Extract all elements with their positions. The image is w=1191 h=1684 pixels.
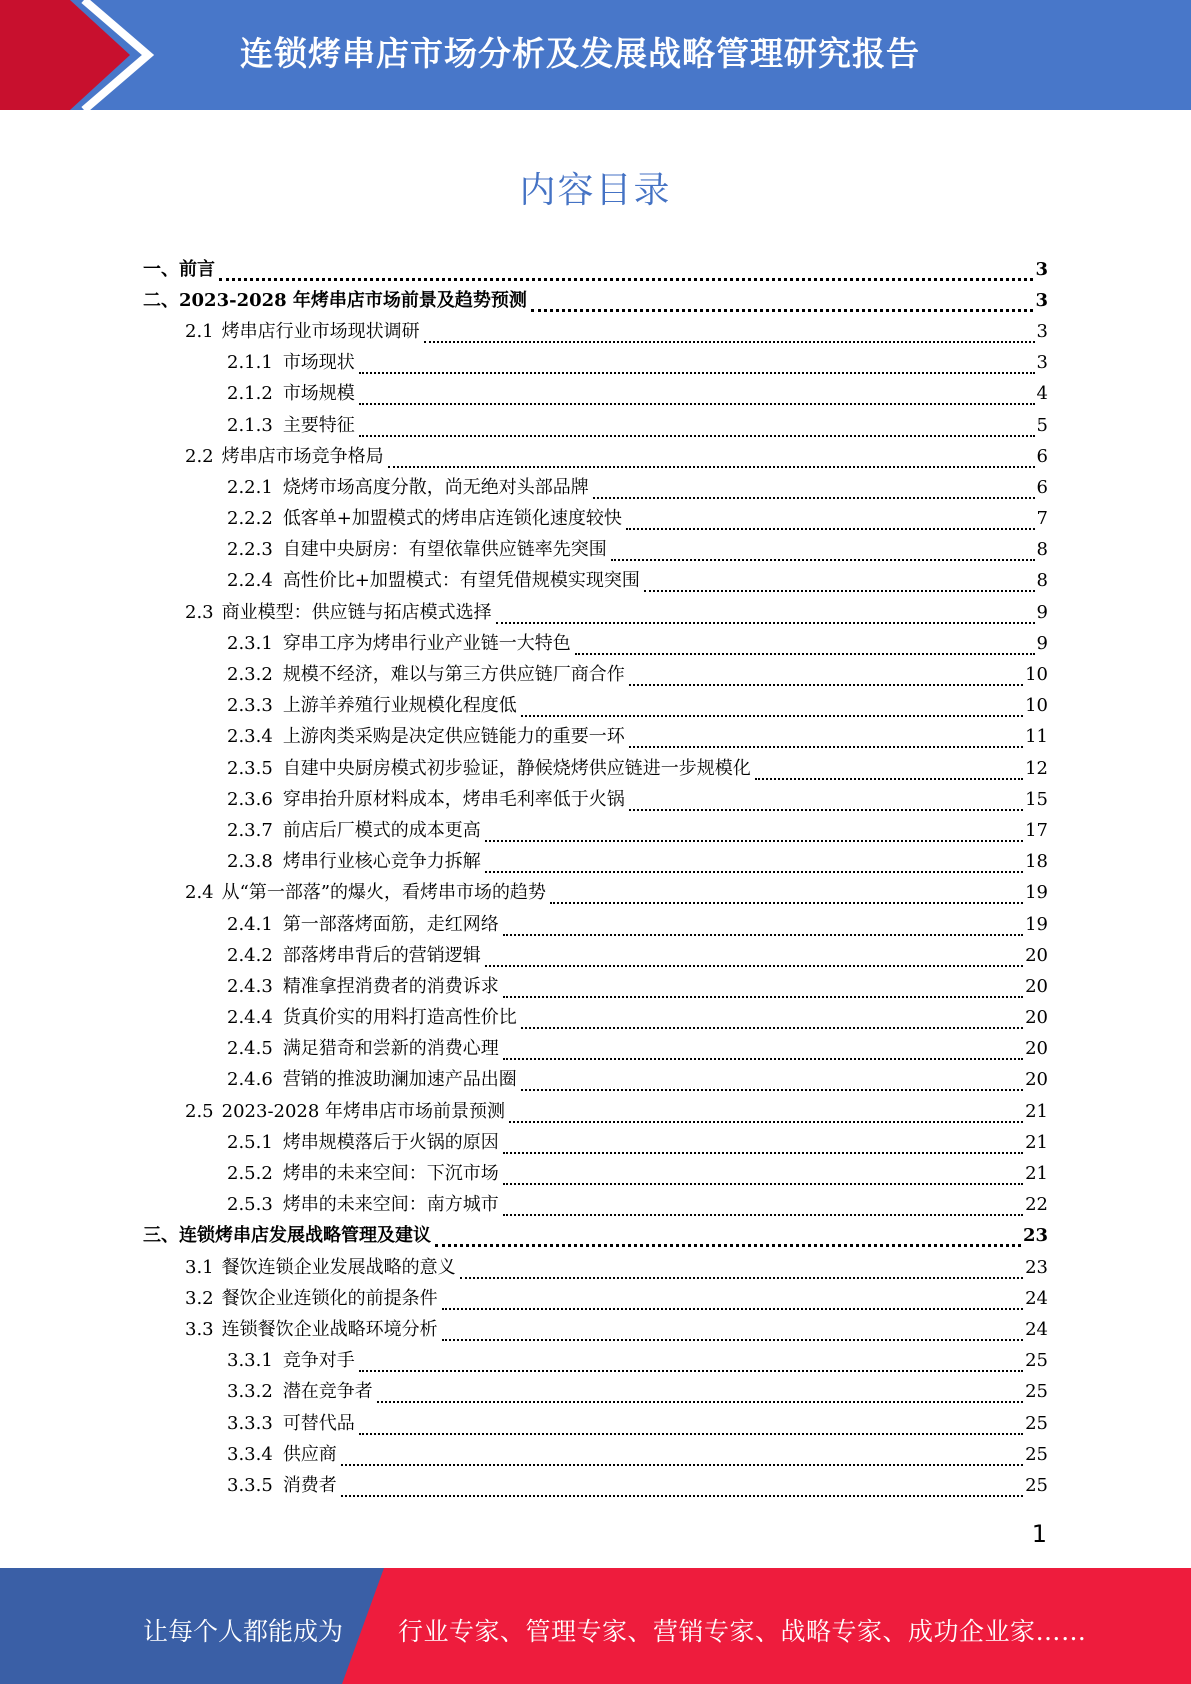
toc-entry-number: 3.3.4 bbox=[227, 1443, 273, 1465]
toc-entry-number: 2.3.6 bbox=[227, 788, 273, 810]
toc-entry[interactable] bbox=[143, 597, 1048, 628]
toc-entry-number: 2.3.3 bbox=[227, 695, 273, 717]
toc-dot-leader bbox=[424, 329, 1035, 343]
toc-entry-number: 2.4.3 bbox=[227, 975, 273, 997]
toc-entry-page: 9 bbox=[1036, 632, 1048, 654]
toc-entry-number: 2.4.4 bbox=[227, 1007, 273, 1029]
toc-dot-leader bbox=[503, 984, 1023, 998]
toc-entry-number: 2.4 bbox=[185, 882, 214, 904]
toc-entry-title: 部落烤串背后的营销逻辑 bbox=[282, 944, 481, 966]
toc-entry-number: 2.5.2 bbox=[227, 1163, 273, 1185]
toc-dot-leader bbox=[341, 1483, 1023, 1497]
toc-entry[interactable] bbox=[143, 1439, 1048, 1470]
footer-slogan-right: 行业专家、管理专家、营销专家、战略专家、成功企业家…… bbox=[398, 1617, 1087, 1646]
toc-entry-number: 2.1.3 bbox=[227, 414, 273, 436]
toc-entry-page: 10 bbox=[1025, 664, 1048, 686]
toc-entry-page: 23 bbox=[1022, 1225, 1048, 1247]
toc-entry[interactable] bbox=[143, 254, 1048, 285]
toc-entry-page: 19 bbox=[1025, 882, 1048, 904]
toc-entry-number: 3.1 bbox=[185, 1256, 214, 1278]
toc-entry-page: 24 bbox=[1025, 1287, 1048, 1309]
toc-entry-page: 4 bbox=[1036, 383, 1048, 405]
toc-entry[interactable] bbox=[143, 753, 1048, 784]
toc-entry-title: 规模不经济，难以与第三方供应链厂商合作 bbox=[282, 664, 625, 686]
toc-dot-leader bbox=[503, 1046, 1023, 1060]
toc-dot-leader bbox=[442, 1296, 1023, 1310]
toc-entry[interactable] bbox=[143, 1127, 1048, 1158]
toc-entry-title: 连锁餐饮企业战略环境分析 bbox=[221, 1318, 438, 1340]
toc-dot-leader bbox=[626, 516, 1035, 530]
toc-dot-leader bbox=[435, 1233, 1021, 1247]
toc-entry-page: 9 bbox=[1036, 601, 1048, 623]
toc-entry-number: 2.3 bbox=[185, 601, 214, 623]
toc-entry-page: 23 bbox=[1025, 1256, 1048, 1278]
toc-entry-page: 10 bbox=[1025, 695, 1048, 717]
toc-heading: 内容目录 bbox=[519, 170, 672, 211]
toc-entry-title: 自建中央厨房：有望依靠供应链率先突围 bbox=[282, 539, 607, 561]
toc-entry-page: 25 bbox=[1025, 1350, 1048, 1372]
toc-entry-title: 穿串抬升原材料成本，烤串毛利率低于火锅 bbox=[282, 788, 625, 810]
toc-entry-number: 2.4.6 bbox=[227, 1069, 273, 1091]
toc-entry-title: 烤串行业核心竞争力拆解 bbox=[282, 851, 481, 873]
toc-entry[interactable] bbox=[143, 348, 1048, 379]
toc-entry-number: 2.5.1 bbox=[227, 1131, 273, 1153]
toc-entry-title: 烤串店行业市场现状调研 bbox=[221, 320, 420, 342]
toc-entry-number: 3.3.5 bbox=[227, 1474, 273, 1496]
toc-entry-page: 3 bbox=[1035, 258, 1048, 280]
toc-entry[interactable] bbox=[143, 1065, 1048, 1096]
toc-entry-title: 烧烤市场高度分散，尚无绝对头部品牌 bbox=[282, 476, 589, 498]
toc-entry-page: 24 bbox=[1025, 1318, 1048, 1340]
toc-entry-page: 11 bbox=[1025, 726, 1048, 748]
toc-entry[interactable] bbox=[143, 535, 1048, 566]
toc-entry-number: 2.3.5 bbox=[227, 757, 273, 779]
toc-dot-leader bbox=[485, 828, 1023, 842]
toc-entry-number: 3.3 bbox=[185, 1318, 214, 1340]
toc-dot-leader bbox=[575, 641, 1035, 655]
toc-entry-title: 烤串的未来空间：下沉市场 bbox=[282, 1163, 499, 1185]
toc-entry-title: 第一部落烤面筋，走红网络 bbox=[282, 913, 499, 935]
toc-entry[interactable] bbox=[143, 1346, 1048, 1377]
toc-entry-page: 7 bbox=[1036, 508, 1048, 530]
toc-entry[interactable] bbox=[143, 1408, 1048, 1439]
toc-dot-leader bbox=[359, 360, 1035, 374]
toc-entry-number: 2.2.1 bbox=[227, 476, 273, 498]
toc-dot-leader bbox=[593, 485, 1035, 499]
toc-dot-leader bbox=[503, 922, 1023, 936]
toc-entry-page: 8 bbox=[1036, 570, 1048, 592]
toc-entry-title: 自建中央厨房模式初步验证，静候烧烤供应链进一步规模化 bbox=[282, 757, 751, 779]
toc-entry-title: 货真价实的用料打造高性价比 bbox=[282, 1007, 517, 1029]
toc-entry-title: 潜在竞争者 bbox=[282, 1381, 373, 1403]
toc-entry-title: 高性价比+加盟模式：有望凭借规模实现突围 bbox=[282, 570, 640, 592]
toc-entry[interactable] bbox=[143, 285, 1048, 316]
toc-entry-page: 3 bbox=[1035, 289, 1048, 311]
toc-entry[interactable] bbox=[143, 815, 1048, 846]
toc-entry-title: 从“第一部落”的爆火，看烤串市场的趋势 bbox=[221, 882, 547, 904]
toc-entry-page: 21 bbox=[1025, 1163, 1048, 1185]
toc-dot-leader bbox=[341, 1452, 1023, 1466]
toc-entry[interactable] bbox=[143, 472, 1048, 503]
toc-entry-page: 15 bbox=[1025, 788, 1048, 810]
toc-entry-title: 餐饮企业连锁化的前提条件 bbox=[221, 1287, 438, 1309]
toc-entry-page: 20 bbox=[1025, 944, 1048, 966]
toc-entry[interactable] bbox=[143, 909, 1048, 940]
toc-entry[interactable] bbox=[143, 1158, 1048, 1189]
toc-entry-number: 2.3.7 bbox=[227, 819, 273, 841]
toc-entry[interactable] bbox=[143, 971, 1048, 1002]
toc-entry-number: 2.2 bbox=[185, 445, 214, 467]
toc-dot-leader bbox=[629, 672, 1023, 686]
toc-dot-leader bbox=[629, 734, 1023, 748]
toc-entry-title: 供应商 bbox=[282, 1443, 337, 1465]
header-arrow-decoration bbox=[0, 0, 160, 110]
toc-dot-leader bbox=[503, 1171, 1023, 1185]
toc-dot-leader bbox=[359, 1421, 1023, 1435]
toc-entry-title: 竞争对手 bbox=[282, 1350, 355, 1372]
toc-dot-leader bbox=[755, 766, 1023, 780]
toc-entry[interactable] bbox=[143, 659, 1048, 690]
toc-entry-page: 19 bbox=[1025, 913, 1048, 935]
toc-dot-leader bbox=[629, 797, 1023, 811]
toc-entry-page: 6 bbox=[1036, 476, 1048, 498]
toc-dot-leader bbox=[359, 423, 1035, 437]
toc-entry-number: 2.2.4 bbox=[227, 570, 273, 592]
toc-entry[interactable] bbox=[143, 1096, 1048, 1127]
toc-entry[interactable] bbox=[143, 1470, 1048, 1501]
toc-entry-title: 可替代品 bbox=[282, 1412, 355, 1434]
toc-entry[interactable] bbox=[143, 1034, 1048, 1065]
toc-dot-leader bbox=[496, 610, 1035, 624]
toc-entry[interactable] bbox=[143, 691, 1048, 722]
report-title: 连锁烤串店市场分析及发展战略管理研究报告 bbox=[240, 34, 920, 73]
toc-dot-leader bbox=[521, 1077, 1023, 1091]
toc-entry-title: 营销的推波助澜加速产品出圈 bbox=[282, 1069, 517, 1091]
toc-dot-leader bbox=[388, 454, 1035, 468]
toc-entry[interactable] bbox=[143, 504, 1048, 535]
toc-entry-page: 3 bbox=[1036, 320, 1048, 342]
toc-entry-title: 消费者 bbox=[282, 1474, 337, 1496]
toc-entry-title: 三、连锁烤串店发展战略管理及建议 bbox=[143, 1225, 431, 1247]
toc-entry-number: 2.5.3 bbox=[227, 1194, 273, 1216]
toc-entry-number: 2.4.5 bbox=[227, 1038, 273, 1060]
toc-entry-title: 餐饮连锁企业发展战略的意义 bbox=[221, 1256, 456, 1278]
toc-dot-leader bbox=[509, 1109, 1023, 1123]
toc-dot-leader bbox=[485, 953, 1023, 967]
toc-dot-leader bbox=[521, 1015, 1023, 1029]
toc-entry[interactable] bbox=[143, 1003, 1048, 1034]
toc-entry[interactable] bbox=[143, 441, 1048, 472]
toc-entry-title: 上游肉类采购是决定供应链能力的重要一环 bbox=[282, 726, 625, 748]
toc-entry-title: 低客单+加盟模式的烤串店连锁化速度较快 bbox=[282, 508, 622, 530]
toc-dot-leader bbox=[485, 859, 1023, 873]
toc-entry-page: 25 bbox=[1025, 1474, 1048, 1496]
toc-entry-title: 主要特征 bbox=[282, 414, 355, 436]
toc-entry-page: 21 bbox=[1025, 1131, 1048, 1153]
toc-entry-number: 2.3.2 bbox=[227, 664, 273, 686]
toc-entry-number: 2.5 bbox=[185, 1100, 214, 1122]
toc-entry-page: 21 bbox=[1025, 1100, 1048, 1122]
toc-entry-page: 8 bbox=[1036, 539, 1048, 561]
toc-entry-number: 2.2.2 bbox=[227, 508, 273, 530]
toc-dot-leader bbox=[359, 1358, 1023, 1372]
toc-dot-leader bbox=[550, 890, 1023, 904]
toc-entry-number: 3.3.1 bbox=[227, 1350, 273, 1372]
toc-entry-page: 20 bbox=[1025, 1007, 1048, 1029]
toc-entry-number: 2.1.1 bbox=[227, 352, 273, 374]
toc-entry[interactable] bbox=[143, 410, 1048, 441]
toc-entry-number: 2.1.2 bbox=[227, 383, 273, 405]
toc-entry-page: 5 bbox=[1036, 414, 1048, 436]
toc-dot-leader bbox=[503, 1202, 1023, 1216]
toc-entry[interactable] bbox=[143, 1252, 1048, 1283]
toc-entry-page: 25 bbox=[1025, 1381, 1048, 1403]
toc-entry-page: 25 bbox=[1025, 1412, 1048, 1434]
toc-entry-page: 12 bbox=[1025, 757, 1048, 779]
header-banner bbox=[0, 0, 1191, 110]
toc-entry-title: 市场现状 bbox=[282, 352, 355, 374]
toc-entry[interactable] bbox=[143, 1314, 1048, 1345]
toc-entry-number: 2.3.1 bbox=[227, 632, 273, 654]
toc-entry-title: 烤串的未来空间：南方城市 bbox=[282, 1194, 499, 1216]
toc-entry-title: 烤串店市场竞争格局 bbox=[221, 445, 384, 467]
toc-entry-number: 2.3.4 bbox=[227, 726, 273, 748]
toc-entry[interactable] bbox=[143, 1221, 1048, 1252]
toc-entry[interactable] bbox=[143, 379, 1048, 410]
toc-entry-title: 精准拿捏消费者的消费诉求 bbox=[282, 975, 499, 997]
toc-entry[interactable] bbox=[143, 722, 1048, 753]
toc-entry-title: 一、前言 bbox=[143, 258, 215, 280]
toc-entry-page: 17 bbox=[1025, 819, 1048, 841]
toc-entry-title: 市场规模 bbox=[282, 383, 355, 405]
toc-entry[interactable] bbox=[143, 847, 1048, 878]
toc-entry[interactable] bbox=[143, 784, 1048, 815]
toc-entry[interactable] bbox=[143, 878, 1048, 909]
toc-entry-title: 穿串工序为烤串行业产业链一大特色 bbox=[282, 632, 571, 654]
toc-dot-leader bbox=[503, 1140, 1023, 1154]
toc-dot-leader bbox=[442, 1327, 1023, 1341]
toc-entry-number: 2.4.2 bbox=[227, 944, 273, 966]
toc-entry-number: 2.1 bbox=[185, 320, 214, 342]
toc-dot-leader bbox=[531, 298, 1034, 312]
toc-dot-leader bbox=[377, 1389, 1023, 1403]
toc-entry-title: 商业模型：供应链与拓店模式选择 bbox=[221, 601, 492, 623]
toc-dot-leader bbox=[359, 391, 1035, 405]
table-of-contents bbox=[143, 254, 1048, 1502]
toc-entry[interactable] bbox=[143, 1283, 1048, 1314]
toc-dot-leader bbox=[219, 267, 1033, 281]
toc-entry-title: 二、2023-2028 年烤串店市场前景及趋势预测 bbox=[143, 289, 527, 311]
toc-entry-title: 烤串规模落后于火锅的原因 bbox=[282, 1131, 499, 1153]
toc-entry-number: 3.3.3 bbox=[227, 1412, 273, 1434]
toc-entry-page: 25 bbox=[1025, 1443, 1048, 1465]
toc-entry[interactable] bbox=[143, 1190, 1048, 1221]
footer-slogan-left: 让每个人都能成为 bbox=[143, 1617, 344, 1646]
toc-entry[interactable] bbox=[143, 1377, 1048, 1408]
toc-entry-title: 前店后厂模式的成本更高 bbox=[282, 819, 481, 841]
toc-entry-page: 22 bbox=[1025, 1194, 1048, 1216]
toc-entry-page: 6 bbox=[1036, 445, 1048, 467]
toc-dot-leader bbox=[460, 1265, 1023, 1279]
toc-entry[interactable] bbox=[143, 940, 1048, 971]
toc-entry[interactable] bbox=[143, 566, 1048, 597]
toc-dot-leader bbox=[521, 703, 1023, 717]
toc-entry-page: 20 bbox=[1025, 1038, 1048, 1060]
toc-entry-number: 2.3.8 bbox=[227, 851, 273, 873]
footer-banner bbox=[0, 1568, 1191, 1684]
toc-entry-number: 3.2 bbox=[185, 1287, 214, 1309]
toc-entry-title: 上游羊养殖行业规模化程度低 bbox=[282, 695, 517, 717]
toc-entry[interactable] bbox=[143, 316, 1048, 347]
toc-entry-page: 3 bbox=[1036, 352, 1048, 374]
toc-entry-title: 满足猎奇和尝新的消费心理 bbox=[282, 1038, 499, 1060]
toc-entry-page: 20 bbox=[1025, 1069, 1048, 1091]
toc-entry-number: 3.3.2 bbox=[227, 1381, 273, 1403]
page-number: 1 bbox=[1031, 1520, 1047, 1548]
toc-entry[interactable] bbox=[143, 628, 1048, 659]
toc-entry-number: 2.4.1 bbox=[227, 913, 273, 935]
toc-entry-page: 18 bbox=[1025, 851, 1048, 873]
toc-entry-page: 20 bbox=[1025, 975, 1048, 997]
toc-dot-leader bbox=[611, 547, 1035, 561]
toc-entry-number: 2.2.3 bbox=[227, 539, 273, 561]
toc-entry-title: 2023-2028 年烤串店市场前景预测 bbox=[221, 1100, 506, 1122]
toc-dot-leader bbox=[644, 578, 1035, 592]
